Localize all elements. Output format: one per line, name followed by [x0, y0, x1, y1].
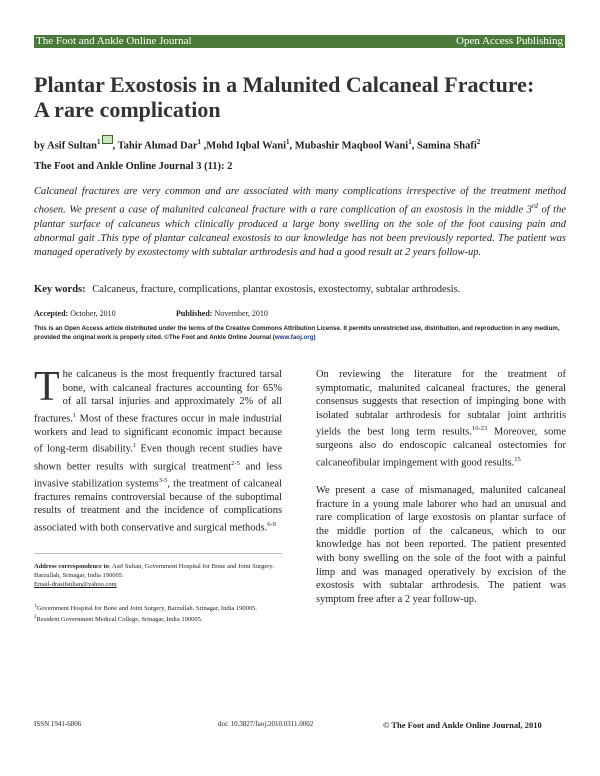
- affiliation-2: $^2$Resident Government Medical College, Srinagar, India 190005.: [34, 615, 203, 624]
- correspondence: Address correspondence to: Asif Sultan, Government Hospital for Bone and Joint Surgery. Barzullah, Srinagar, India 190005. Email-drasifsultan@yahoo.com: [34, 563, 274, 588]
- article-title: [34, 72, 564, 122]
- keywords: [34, 284, 574, 295]
- journal-header-bar: [34, 35, 565, 48]
- author-4: , Mubashir Maqbool Wani: [289, 140, 409, 152]
- footnote-divider: [34, 553, 282, 554]
- email-icon[interactable]: [102, 135, 113, 144]
- right-column-body: [316, 368, 566, 620]
- citation: The Foot and Ankle Online Journal 3 (11): 2: [34, 161, 233, 172]
- issn: ISSN 1941-6806: [34, 720, 82, 728]
- doi: doi: 10.3827/faoj.2010.0311.0002: [218, 720, 314, 728]
- correspondence-email[interactable]: Email-drasifsultan@yahoo.com: [34, 581, 117, 588]
- author-2: , Tahir Ahmad Dar: [112, 140, 198, 152]
- article-dates: Accepted: October, 2010 Published: November, 2010: [34, 309, 268, 318]
- keywords-label: Key words:: [34, 284, 86, 295]
- accepted-date: October, 2010: [70, 309, 116, 318]
- author-3: ,Mohd Iqbal Wani: [201, 140, 287, 152]
- paragraph-review: On reviewing the literature for the treatment of symptomatic, malunited calcaneal fractures, the general consensus suggests that resection of impinging bone with isolated subtalar arthrodesis for subtalar joint arthritis yields the best long term results.$^{10-23}$ Moreover, some surgeons also do endoscopic calcaneal ostectomies for calcaneofibular impingement with good results.$^{15}$: [316, 369, 566, 469]
- published-date: November, 2010: [214, 309, 268, 318]
- left-column-body: The calcaneus is the most frequently fractured tarsal bone, with calcaneal fractures accounting for 65% of all tarsal injuries and approximately 2% of all fractures.$^1$ Most of these fractures occur in male industrial workers and lead to significant economic impact because of long-term disability.$^1$ Even though recent studies have shown better results with surgical treatment$^{2-5}$ and less invasive stabilization systems$^{3-5}$, the treatment of calcaneal fractures remains controversial because of the suboptimal results of treatment and the incidence of complications associated with both conservative and surgical methods.$^{6-9}$: [34, 364, 282, 534]
- author-list: by Asif Sultan$^1$ , Tahir Ahmad Dar$^1$ ,Mohd Iqbal Wani$^1$, Mubashir Maqbool Wani$^1$, Samina Shafi$^2$: [34, 135, 574, 152]
- affiliation-1: $^1$Government Hospital for Bone and Joint Surgery, Barzullah. Srinagar, India 190005.: [34, 604, 258, 613]
- license-notice: This is an Open Access article distributed under the terms of the Creative Commons Attribution License. It permits unrestricted use, distribution, and reproduction in any medium, provided the original work is properly cited. ©The Foot and Ankle Online Journal (www.faoj.org): [34, 325, 560, 341]
- open-access-label: Open Access Publishing: [456, 35, 563, 47]
- drop-cap: T: [34, 364, 60, 410]
- paragraph-case: We present a case of mismanaged, malunited calcaneal fracture in a young male laborer who had an unusual and rare complication of large exostosis on plantar surface of the middle portion of the calcaneus, which to our knowledge has not been reported. The patient presented with bony swelling on the sole of the foot with a painful limp and was managed operatively by excision of the exostosis with subtalar arthrodesis. The patient was symptom free after a 2 year follow-up.: [316, 485, 566, 605]
- affiliations: [34, 602, 282, 624]
- title-line-1: Plantar Exostosis in a Malunited Calcaneal Fracture:: [34, 72, 535, 97]
- abstract: Calcaneal fractures are very common and are associated with many complications irrespective of the treatment method chosen. We present a case of malunited calcaneal fracture with a rare complication of an exostosis in the middle 3rd of the plantar surface of calcaneus which clinically produced a large bony swelling on the sole of the foot causing pain and abnormal gait .This type of plantar calcaneal exostosis to our knowledge has not been previously reported. The patient was managed operatively by exostectomy with subtalar arthrodesis and had a good result at 2 years follow-up.: [34, 186, 567, 258]
- author-5: , Samina Shafi: [411, 140, 477, 152]
- keywords-text: Calcaneus, fracture, complications, plantar exostosis, exostectomy, subtalar arthrodesis.: [92, 284, 461, 295]
- journal-link[interactable]: www.faoj.org: [274, 334, 314, 341]
- author-1: by Asif Sultan: [34, 140, 98, 152]
- journal-name: The Foot and Ankle Online Journal: [36, 35, 192, 47]
- copyright: © The Foot and Ankle Online Journal, 2010: [383, 720, 542, 730]
- title-line-2: A rare complication: [34, 97, 221, 122]
